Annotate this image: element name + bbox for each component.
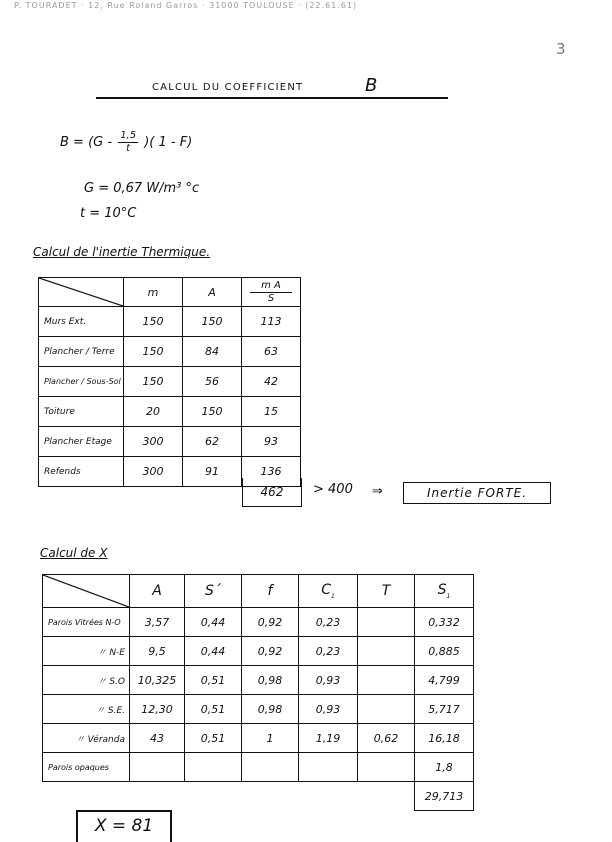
cell-ma: 15 <box>242 397 301 427</box>
cell-ma: 63 <box>242 337 301 367</box>
cell-ma: 136 <box>242 457 301 487</box>
col-header-s: S <box>437 582 447 599</box>
row-label: 〃 Véranda <box>43 724 130 753</box>
corner-cell <box>43 575 130 608</box>
cell-a: 12,30 <box>130 695 185 724</box>
row-label: Refends <box>39 457 124 487</box>
row-label: Toiture <box>39 397 124 427</box>
x-section-title: Calcul de X <box>40 546 108 560</box>
cell-t <box>358 666 415 695</box>
cell-c: 0,23 <box>299 608 358 637</box>
cell-t: 0,62 <box>358 724 415 753</box>
inertia-section-title: Calcul de l'inertie Thermique. <box>33 245 211 259</box>
title-underline <box>96 97 448 99</box>
constant-g: G = 0,67 W/m³ °c <box>84 181 200 196</box>
col-header-a: A <box>183 278 242 307</box>
col-header-c: C <box>321 582 331 599</box>
cell-f: 0,92 <box>242 637 299 666</box>
cell-c: 1,19 <box>299 724 358 753</box>
x-table <box>42 574 474 811</box>
cell-c <box>299 753 358 782</box>
col-header-ma-s <box>242 278 301 307</box>
cell-f: 1 <box>242 724 299 753</box>
row-label: 〃 S.E. <box>43 695 130 724</box>
corner-cell <box>39 278 124 307</box>
row-label: Plancher / Terre <box>39 337 124 367</box>
inertia-result: Inertie FORTE. <box>403 482 551 504</box>
cell-t <box>358 753 415 782</box>
row-label: Parois Vitrées N-O <box>43 608 130 637</box>
cell-a: 10,325 <box>130 666 185 695</box>
inertia-comparison: > 400 <box>313 482 353 497</box>
cell-a: 9,5 <box>130 637 185 666</box>
cell-t <box>358 695 415 724</box>
col-header-a: A <box>130 575 185 608</box>
cell-f: 0,98 <box>242 695 299 724</box>
x-total: 29,713 <box>415 782 474 811</box>
cell-s: 0,44 <box>185 637 242 666</box>
formula-rhs: )( 1 - F) <box>144 135 193 150</box>
title-symbol: B <box>365 75 378 96</box>
diagonal-line <box>39 278 123 306</box>
fraction-denominator: t <box>126 143 131 154</box>
cell-f: 0,98 <box>242 666 299 695</box>
cell-s1: 16,18 <box>415 724 474 753</box>
diagonal-line <box>43 575 129 607</box>
cell-s: 0,51 <box>185 724 242 753</box>
cell-f <box>242 753 299 782</box>
cell-a: 91 <box>183 457 242 487</box>
col-header-t: T <box>358 575 415 608</box>
col-header-m: m <box>124 278 183 307</box>
cell-t <box>358 608 415 637</box>
inertia-total: 462 <box>242 478 302 507</box>
row-label: Plancher Etage <box>39 427 124 457</box>
row-label: 〃 S.O <box>43 666 130 695</box>
col-header-s-sub: 1 <box>446 592 451 600</box>
cell-s: 0,51 <box>185 695 242 724</box>
cell-a: 84 <box>183 337 242 367</box>
col-header-s-prime: S´ <box>185 575 242 608</box>
inertia-table <box>38 277 301 487</box>
col-header-s1 <box>415 575 474 608</box>
cell-f: 0,92 <box>242 608 299 637</box>
cell-s1: 4,799 <box>415 666 474 695</box>
col-header-f: f <box>242 575 299 608</box>
col-header-c1 <box>299 575 358 608</box>
cell-m: 150 <box>124 337 183 367</box>
cell-ma: 42 <box>242 367 301 397</box>
cell-s1: 0,885 <box>415 637 474 666</box>
implies-arrow-icon: ⇒ <box>372 484 383 499</box>
cell-ma: 93 <box>242 427 301 457</box>
cell-a: 62 <box>183 427 242 457</box>
cell-a: 150 <box>183 397 242 427</box>
col-header-ma: m A <box>250 280 292 293</box>
constant-t: t = 10°C <box>80 206 137 221</box>
cell-t <box>358 637 415 666</box>
page-number: 3 <box>556 40 566 58</box>
col-header-s: S <box>267 292 275 304</box>
row-label: Parois opaques <box>43 753 130 782</box>
cell-m: 150 <box>124 367 183 397</box>
col-header-c-sub: 1 <box>330 592 335 600</box>
cell-a <box>130 753 185 782</box>
cell-a: 150 <box>183 307 242 337</box>
cell-s: 0,44 <box>185 608 242 637</box>
cell-s <box>185 753 242 782</box>
cell-a: 56 <box>183 367 242 397</box>
cell-s1: 1,8 <box>415 753 474 782</box>
page-header: P. TOURADET · 12, Rue Roland Garros · 31000 TOULOUSE · (22.61.61) <box>14 1 358 10</box>
row-label: 〃 N-E <box>43 637 130 666</box>
x-result: X = 81 <box>76 810 172 842</box>
fraction-numerator: 1,5 <box>120 130 137 141</box>
cell-ma: 113 <box>242 307 301 337</box>
cell-s1: 5,717 <box>415 695 474 724</box>
page-title: CALCUL DU COEFFICIENT <box>152 82 304 93</box>
cell-m: 300 <box>124 457 183 487</box>
cell-s: 0,51 <box>185 666 242 695</box>
cell-m: 300 <box>124 427 183 457</box>
cell-m: 20 <box>124 397 183 427</box>
formula-lhs: B = (G - <box>60 135 113 150</box>
formula-fraction <box>118 130 138 155</box>
cell-m: 150 <box>124 307 183 337</box>
cell-a: 3,57 <box>130 608 185 637</box>
cell-c: 0,93 <box>299 695 358 724</box>
row-label: Murs Ext. <box>39 307 124 337</box>
cell-s1: 0,332 <box>415 608 474 637</box>
cell-a: 43 <box>130 724 185 753</box>
cell-c: 0,23 <box>299 637 358 666</box>
formula <box>60 130 192 170</box>
row-label: Plancher / Sous-Sol <box>39 367 124 397</box>
cell-c: 0,93 <box>299 666 358 695</box>
